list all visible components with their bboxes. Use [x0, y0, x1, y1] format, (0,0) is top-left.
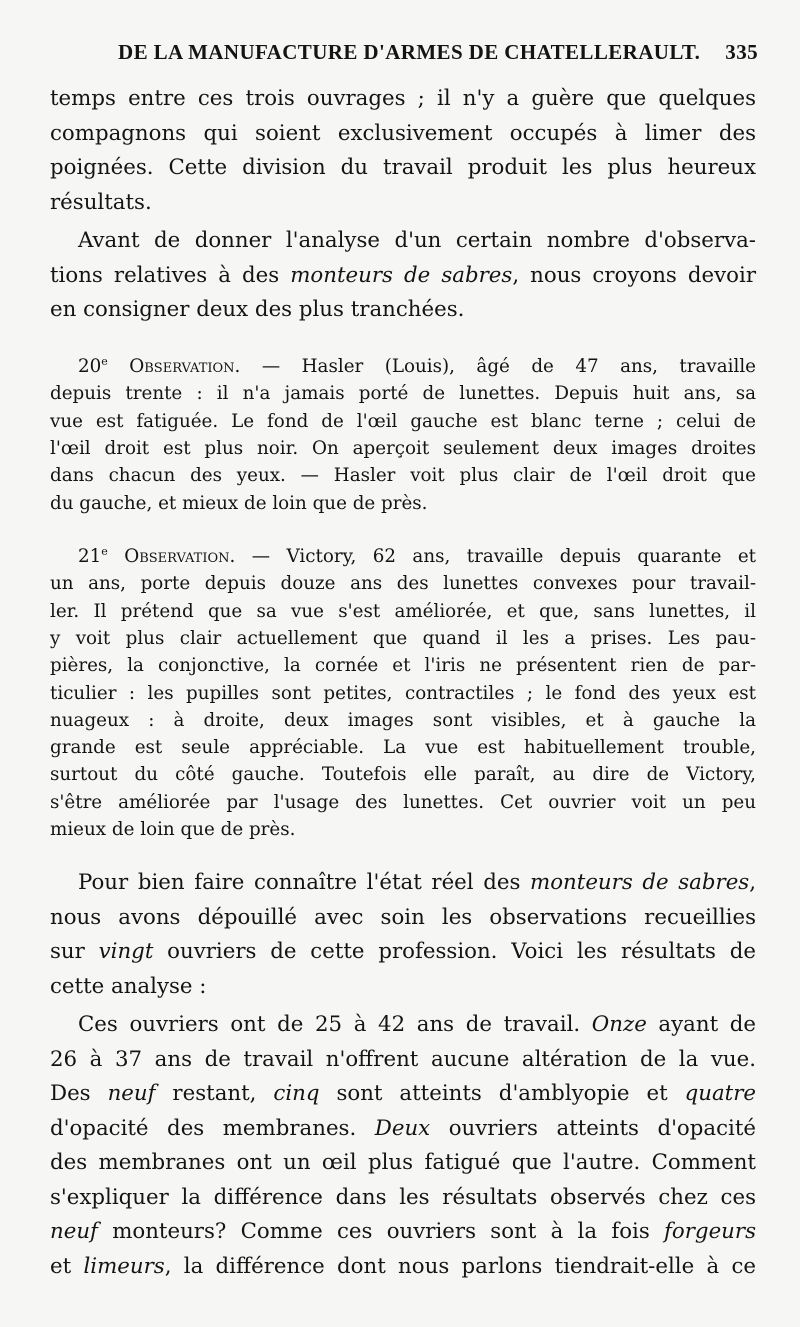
italic-run: monteurs de sabres: [290, 262, 513, 288]
text-run: monteurs? Comme ces ouvriers sont à la fois: [97, 1219, 665, 1244]
paragraph-2: [50, 224, 756, 328]
italic-run: limeurs: [83, 1253, 165, 1279]
text-run: ouvriers atteints d'opacité: [430, 1115, 756, 1141]
text-run: , la différence dont nous parlons tiendrait-elle à ce: [164, 1253, 756, 1279]
text-line: poignées. Cette division du travail produit les plus heureux: [50, 155, 756, 180]
text-line: dans chacun des yeux. — Hasler voit plus clair de l'œil droit que: [50, 465, 756, 487]
text-line: [50, 935, 756, 970]
text-line: depuis trente : il n'a jamais porté de lunettes. Depuis huit ans, sa: [50, 383, 756, 405]
text-line: cette analyse :: [50, 973, 207, 999]
italic-run: cinq: [273, 1081, 320, 1106]
text-run: ouvriers de cette profession. Voici les résultats de: [153, 939, 756, 964]
paragraph-1: [50, 82, 756, 220]
text-line: 26 à 37 ans de travail n'offrent aucune altération de la vue.: [50, 1046, 756, 1072]
observation-20: [50, 348, 756, 517]
text-line: [50, 1215, 756, 1250]
text-run: et: [50, 1253, 84, 1279]
page-number: 335: [725, 40, 758, 64]
text-line: l'œil droit est plus noir. On aperçoit seulement deux images droites: [50, 437, 756, 459]
text-line: des membranes ont un œil plus fatigué que l'autre. Comment: [50, 1150, 756, 1175]
superscript: e: [101, 545, 108, 558]
text-line: [50, 1112, 756, 1147]
text-line: [50, 259, 756, 294]
text-line: ticulier : les pupilles sont petites, contractiles ; le fond des yeux est: [50, 682, 756, 704]
observation-label: Observation.: [124, 546, 236, 568]
text-line: nous avons dépouillé avec soin les observations recueillies: [50, 904, 756, 930]
running-title: DE LA MANUFACTURE D'ARMES DE CHATELLERAULT.: [118, 40, 701, 64]
text-run: sur: [50, 939, 99, 964]
text-run: sont atteints d'amblyopie et: [319, 1081, 685, 1106]
text-line: Avant de donner l'analyse d'un certain nombre d'observa-: [78, 228, 756, 253]
italic-run: quatre: [684, 1081, 756, 1106]
text-line: mieux de loin que de près.: [50, 819, 296, 841]
observation-number: 20: [78, 356, 102, 378]
running-head: [118, 40, 758, 65]
text-line: s'être améliorée par l'usage des lunettes. Cet ouvrier voit un peu: [50, 791, 756, 813]
text-run: tions relatives à des: [50, 262, 280, 288]
superscript: e: [101, 355, 108, 368]
italic-run: neuf: [107, 1081, 156, 1106]
text-line: [50, 1077, 756, 1112]
italic-run: Deux: [374, 1115, 431, 1141]
observation-21: [50, 538, 756, 843]
italic-run: monteurs de sabres: [530, 870, 750, 895]
text-run: ayant de: [646, 1012, 756, 1037]
text-line: [50, 538, 756, 570]
text-line: nuageux : à droite, deux images sont visibles, et à gauche la: [50, 709, 756, 731]
text-line: [50, 348, 756, 380]
text-run: Pour bien faire connaître l'état réel des: [78, 870, 531, 895]
text-run: ,: [749, 870, 757, 895]
text-run: — Victory, 62 ans, travaille depuis quarante et: [235, 546, 756, 568]
text-line: [50, 866, 756, 901]
italic-run: neuf: [50, 1219, 98, 1244]
text-line: en consigner deux des plus tranchées.: [50, 297, 465, 322]
italic-run: Onze: [591, 1012, 647, 1037]
text-line: [50, 1008, 756, 1043]
text-line: grande est seule appréciable. La vue est habituellement trouble,: [50, 737, 756, 759]
text-line: surtout du côté gauche. Toutefois elle paraît, au dire de Victory,: [50, 764, 756, 786]
observation-number: 21: [78, 546, 102, 568]
text-run: , nous croyons devoir: [512, 262, 756, 288]
text-run: — Hasler (Louis), âgé de 47 ans, travaille: [240, 356, 756, 378]
observation-label: Observation.: [129, 356, 241, 378]
text-line: y voit plus clair actuellement que quand il les a prises. Les pau-: [50, 627, 756, 649]
text-line: temps entre ces trois ouvrages ; il n'y a guère que quelques: [50, 86, 756, 111]
text-line: s'expliquer la différence dans les résultats observés chez ces: [50, 1184, 756, 1210]
text-line: ler. Il prétend que sa vue s'est améliorée, et que, sans lunettes, il: [50, 600, 756, 622]
italic-run: vingt: [98, 939, 154, 964]
paragraph-3: [50, 866, 756, 1004]
italic-run: forgeurs: [664, 1219, 756, 1244]
text-line: compagnons qui soient exclusivement occupés à limer des: [50, 120, 756, 146]
text-run: Ces ouvriers ont de 25 à 42 ans de travail.: [78, 1012, 592, 1037]
text-run: restant,: [155, 1081, 274, 1106]
text-run: Des: [50, 1081, 108, 1106]
paragraph-4: [50, 1008, 756, 1284]
text-line: un ans, porte depuis douze ans des lunettes convexes pour travail-: [50, 573, 756, 595]
text-line: du gauche, et mieux de loin que de près.: [50, 492, 428, 514]
text-line: pières, la conjonctive, la cornée et l'iris ne présentent rien de par-: [50, 655, 756, 677]
text-run: d'opacité des membranes.: [50, 1115, 375, 1141]
text-line: [50, 1250, 756, 1285]
text-line: vue est fatiguée. Le fond de l'œil gauche est blanc terne ; celui de: [50, 410, 756, 432]
text-line: résultats.: [50, 189, 152, 215]
